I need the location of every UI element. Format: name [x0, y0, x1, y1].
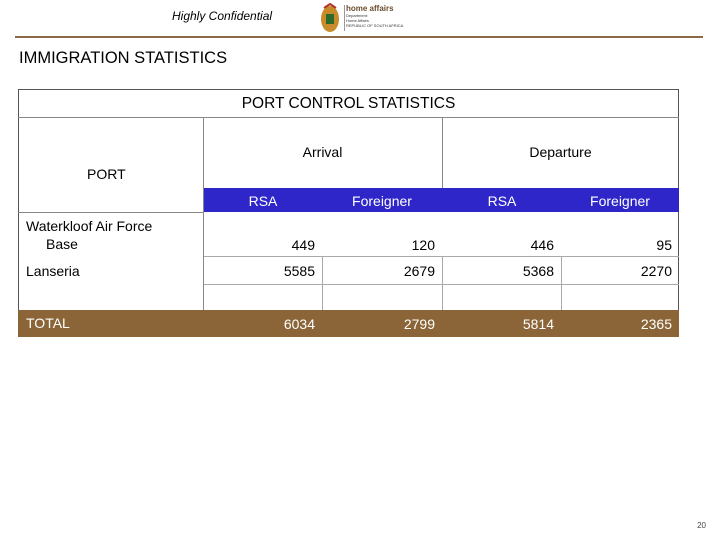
row-2-arrival-rsa: 5585	[283, 263, 315, 279]
header-rule	[15, 36, 703, 38]
logo-brand: home affairs	[346, 4, 394, 13]
table-title: PORT CONTROL STATISTICS	[241, 95, 456, 112]
row-2-departure-foreigner: 2270	[640, 263, 672, 279]
row-2-port: Lanseria	[26, 263, 80, 279]
row-1-departure-rsa: 446	[530, 237, 554, 253]
row-1-arrival-rsa: 449	[291, 237, 315, 253]
row-1-port-line2: Base	[46, 236, 78, 252]
port-header: PORT	[87, 166, 126, 182]
arrival-header: Arrival	[302, 144, 343, 160]
logo-line1: Department:	[346, 13, 369, 18]
total-label: TOTAL	[26, 315, 70, 331]
column-header-departure-foreigner: Foreigner	[590, 193, 650, 209]
row-1-departure-foreigner: 95	[656, 237, 672, 253]
row-1-port-line1: Waterkloof Air Force	[26, 218, 153, 234]
row-2-departure-rsa: 5368	[522, 263, 554, 279]
total-departure-rsa: 5814	[522, 316, 554, 332]
total-arrival-rsa: 6034	[283, 316, 315, 332]
row-divider-2	[203, 284, 679, 285]
total-arrival-foreigner: 2799	[403, 316, 435, 332]
row-1-arrival-foreigner: 120	[411, 237, 435, 253]
port-divider	[18, 212, 203, 213]
title-divider	[18, 117, 679, 118]
stats-table	[18, 89, 679, 337]
total-departure-foreigner: 2365	[640, 316, 672, 332]
confidential-label: Highly Confidential	[172, 9, 273, 23]
column-header-arrival-rsa: RSA	[248, 193, 278, 209]
logo-line3: REPUBLIC OF SOUTH AFRICA	[346, 23, 404, 28]
column-header-departure-rsa: RSA	[487, 193, 517, 209]
departure-header: Departure	[529, 144, 592, 160]
logo-line2: Home Affairs	[346, 18, 369, 23]
row-divider-1	[203, 256, 679, 257]
row-2-arrival-foreigner: 2679	[403, 263, 435, 279]
page-number: 20	[697, 521, 706, 530]
page-title: IMMIGRATION STATISTICS	[19, 49, 228, 67]
column-header-arrival-foreigner: Foreigner	[352, 193, 412, 209]
